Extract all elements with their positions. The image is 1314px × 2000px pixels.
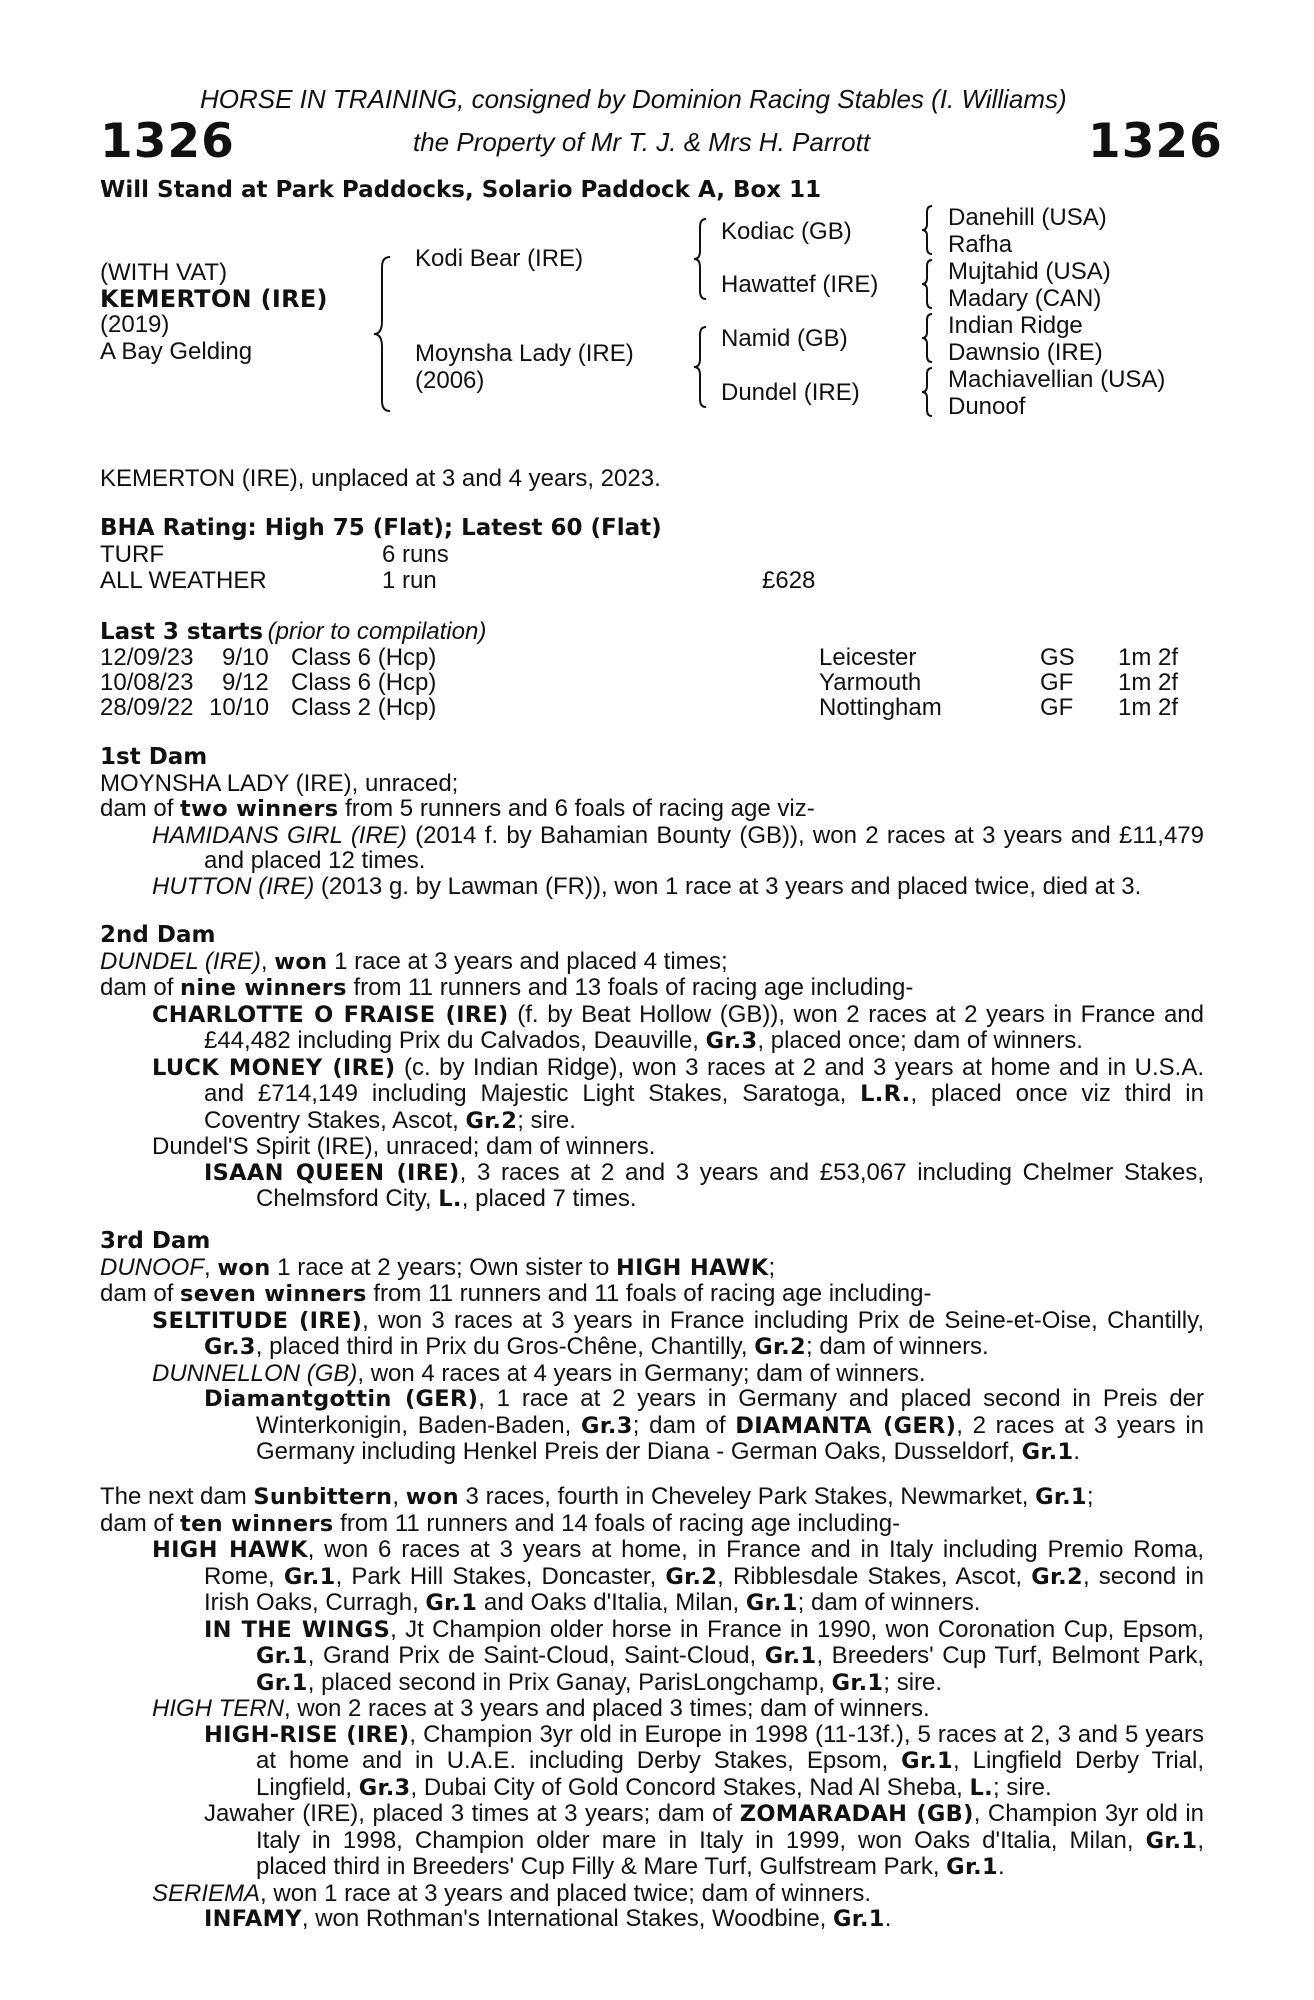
second-dam-line: DUNDEL (IRE), won 1 race at 3 years and placed 4 times; bbox=[100, 947, 728, 975]
produce-entry: SERIEMA, won 1 race at 3 years and placed twice; dam of winners. bbox=[152, 1879, 872, 1907]
produce-entry: HUTTON (IRE) (2013 g. by Lawman (FR)), won 1 race at 3 years and placed twice, died at 3. bbox=[152, 872, 1142, 900]
start-date: 12/09/23 bbox=[100, 644, 194, 671]
third-dam-section bbox=[100, 1229, 1204, 1466]
produce-entry: HIGH TERN, won 2 races at 3 years and placed 3 times; dam of winners. bbox=[152, 1695, 930, 1722]
start-position: 9/10 bbox=[222, 644, 269, 671]
rating-surface-aw: ALL WEATHER bbox=[100, 567, 267, 594]
start-class: Class 6 (Hcp) bbox=[291, 669, 437, 696]
pedigree-brace-g4-1 bbox=[920, 204, 934, 256]
consignment-line: HORSE IN TRAINING, consigned by Dominion Racing Stables (I. Williams) bbox=[200, 84, 1067, 114]
horse-name: KEMERTON (IRE) bbox=[100, 285, 328, 313]
pedigree-sire: Kodi Bear (IRE) bbox=[415, 245, 584, 272]
race-summary: KEMERTON (IRE), unplaced at 3 and 4 years, 2023. bbox=[100, 465, 661, 492]
produce-entry: HIGH-RISE (IRE), Champion 3yr old in Europe in 1998 (11-13f.), 5 races at 2, 3 and 5 years at home and in U.A.E. including Derby Stakes, Epsom, Gr.1, Lingfield Derby Trial, Lingfield, Gr.3, Dubai City of Gold Concord Stakes, Nad Al Sheba, L.; sire. bbox=[204, 1720, 1204, 1801]
pedigree-brace-g4-3 bbox=[920, 312, 934, 364]
third-dam-heading: 3rd Dam bbox=[100, 1228, 211, 1254]
first-dam-produce-line: dam of two winners from 5 runners and 6 foals of racing age viz- bbox=[100, 795, 815, 822]
horse-year: (2019) bbox=[100, 311, 170, 338]
produce-entry: DUNNELLON (GB), won 4 races at 4 years in Germany; dam of winners. bbox=[152, 1359, 926, 1387]
pedigree-sire-dam: Hawattef (IRE) bbox=[721, 271, 879, 298]
produce-entry: Jawaher (IRE), placed 3 times at 3 years; dam of ZOMARADAH (GB), Champion 3yr old in Italy in 1998, Champion older mare in Italy in 1999, won Oaks d'Italia, Milan, Gr.1, placed third in Breeders' Cup Filly & Mare Turf, Gulfstream Park, Gr.1. bbox=[204, 1800, 1205, 1880]
start-going: GF bbox=[1040, 694, 1074, 721]
start-position: 9/12 bbox=[222, 669, 269, 696]
produce-entry: Diamantgottin (GER), 1 race at 2 years in Germany and placed second in Preis der Winterkonigin, Baden-Baden, Gr.3; dam of DIAMANTA (GER), 2 races at 3 years in Germany including Henkel Preis der Diana - German Oaks, Dusseldorf, Gr.1. bbox=[204, 1385, 1205, 1465]
pedigree-dam-year: (2006) bbox=[415, 367, 485, 394]
first-dam-heading: 1st Dam bbox=[100, 744, 208, 770]
produce-entry: HAMIDANS GIRL (IRE) (2014 f. by Bahamian Bounty (GB)), won 2 races at 3 years and £11,479 and placed 12 times. bbox=[152, 821, 1204, 874]
third-dam-line: DUNOOF, won 1 race at 2 years; Own sister to HIGH HAWK; bbox=[100, 1253, 776, 1281]
produce-entry: SELTITUDE (IRE), won 3 races at 3 years in France including Prix de Seine-et-Oise, Chantilly, Gr.3, placed third in Prix du Gros-Chêne, Chantilly, Gr.2; dam of winners. bbox=[152, 1306, 1204, 1360]
next-dam-line: The next dam Sunbittern, won 3 races, fourth in Cheveley Park Stakes, Newmarket, Gr.1; bbox=[100, 1483, 1094, 1510]
last-starts-note: (prior to compilation) bbox=[267, 618, 487, 645]
rating-heading: BHA Rating: High 75 (Flat); Latest 60 (Flat) bbox=[100, 515, 662, 541]
pedigree-g4-7: Machiavellian (USA) bbox=[948, 366, 1166, 393]
next-dam-section bbox=[100, 1484, 1204, 1933]
pedigree-g4-2: Rafha bbox=[948, 231, 1013, 258]
rating-runs-turf: 6 runs bbox=[382, 541, 449, 568]
start-course: Leicester bbox=[819, 644, 917, 671]
pedigree-dam: Moynsha Lady (IRE) bbox=[415, 340, 634, 367]
start-distance: 1m 2f bbox=[1118, 669, 1179, 696]
pedigree-sire-sire: Kodiac (GB) bbox=[721, 218, 852, 245]
start-date: 10/08/23 bbox=[100, 669, 194, 696]
stand-location: Will Stand at Park Paddocks, Solario Paddock A, Box 11 bbox=[100, 177, 822, 203]
pedigree-brace-sire bbox=[692, 217, 708, 301]
lot-number-left: 1326 bbox=[100, 114, 235, 169]
next-dam-produce-line: dam of ten winners from 11 runners and 14 foals of racing age including- bbox=[100, 1509, 901, 1537]
second-dam-produce-line: dam of nine winners from 11 runners and 13 foals of racing age including- bbox=[100, 974, 914, 1001]
start-distance: 1m 2f bbox=[1118, 694, 1179, 721]
vat-note: (WITH VAT) bbox=[100, 259, 228, 286]
produce-entry: INFAMY, won Rothman's International Stakes, Woodbine, Gr.1. bbox=[204, 1905, 892, 1932]
rating-surface-turf: TURF bbox=[100, 541, 164, 568]
produce-entry: HIGH HAWK, won 6 races at 3 years at home, in France and in Italy including Premio Roma, Rome, Gr.1, Park Hill Stakes, Doncaster, Gr.2, Ribblesdale Stakes, Ascot, Gr.2, second in Irish Oaks, Curragh, Gr.1 and Oaks d'Italia, Milan, Gr.1; dam of winners. bbox=[152, 1536, 1204, 1616]
second-dam-section bbox=[100, 923, 1204, 1213]
last-starts-heading-row bbox=[100, 619, 486, 645]
produce-entry: ISAAN QUEEN (IRE), 3 races at 2 and 3 years and £53,067 including Chelmer Stakes, Chelmsford City, L., placed 7 times. bbox=[204, 1158, 1205, 1212]
pedigree-brace-main bbox=[372, 255, 392, 413]
produce-entry: LUCK MONEY (IRE) (c. by Indian Ridge), won 3 races at 2 and 3 years at home and in U.S.A. and £714,149 including Majestic Light Stakes, Saratoga, L.R., placed once viz third in Coventry Stakes, Ascot, Gr.2; sire. bbox=[152, 1053, 1204, 1134]
pedigree-dam-sire: Namid (GB) bbox=[721, 325, 848, 352]
start-course: Nottingham bbox=[819, 694, 942, 721]
start-class: Class 2 (Hcp) bbox=[291, 694, 437, 721]
pedigree-g4-1: Danehill (USA) bbox=[948, 204, 1107, 231]
start-going: GS bbox=[1040, 644, 1075, 671]
pedigree-brace-g4-4 bbox=[920, 366, 934, 418]
start-class: Class 6 (Hcp) bbox=[291, 644, 437, 671]
pedigree-g4-8: Dunoof bbox=[948, 393, 1026, 420]
pedigree-dam-dam: Dundel (IRE) bbox=[721, 379, 860, 406]
produce-entry: CHARLOTTE O FRAISE (IRE) (f. by Beat Hollow (GB)), won 2 races at 2 years in France and £44,482 including Prix du Calvados, Deauville, Gr.3, placed once; dam of winners. bbox=[152, 1000, 1205, 1054]
third-dam-produce-line: dam of seven winners from 11 runners and 11 foals of racing age including- bbox=[100, 1280, 932, 1307]
pedigree-brace-dam bbox=[692, 325, 708, 409]
rating-prize-aw: £628 bbox=[762, 567, 816, 594]
start-distance: 1m 2f bbox=[1118, 644, 1179, 671]
rating-runs-aw: 1 run bbox=[382, 567, 437, 594]
pedigree-brace-g4-2 bbox=[920, 258, 934, 310]
first-dam-line: MOYNSHA LADY (IRE), unraced; bbox=[100, 769, 459, 797]
produce-entry: IN THE WINGS, Jt Champion older horse in France in 1990, won Coronation Cup, Epsom, Gr.1, Grand Prix de Saint-Cloud, Saint-Cloud, Gr.1, Breeders' Cup Turf, Belmont Park, Gr.1, placed second in Prix Ganay, ParisLongchamp, Gr.1; sire. bbox=[204, 1615, 1204, 1696]
start-going: GF bbox=[1040, 669, 1074, 696]
pedigree-g4-5: Indian Ridge bbox=[948, 312, 1083, 339]
horse-description: A Bay Gelding bbox=[100, 338, 253, 365]
last-starts-heading: Last 3 starts bbox=[100, 619, 264, 645]
property-line: the Property of Mr T. J. & Mrs H. Parrott bbox=[413, 127, 871, 157]
pedigree-g4-3: Mujtahid (USA) bbox=[948, 258, 1111, 285]
first-dam-section bbox=[100, 745, 1204, 899]
pedigree-g4-6: Dawnsio (IRE) bbox=[948, 339, 1103, 366]
produce-entry: Dundel'S Spirit (IRE), unraced; dam of winners. bbox=[152, 1133, 656, 1160]
second-dam-heading: 2nd Dam bbox=[100, 922, 216, 948]
start-course: Yarmouth bbox=[819, 669, 922, 696]
lot-number-right: 1326 bbox=[1088, 114, 1223, 169]
pedigree-g4-4: Madary (CAN) bbox=[948, 285, 1102, 312]
start-position: 10/10 bbox=[209, 694, 270, 721]
start-date: 28/09/22 bbox=[100, 694, 194, 721]
